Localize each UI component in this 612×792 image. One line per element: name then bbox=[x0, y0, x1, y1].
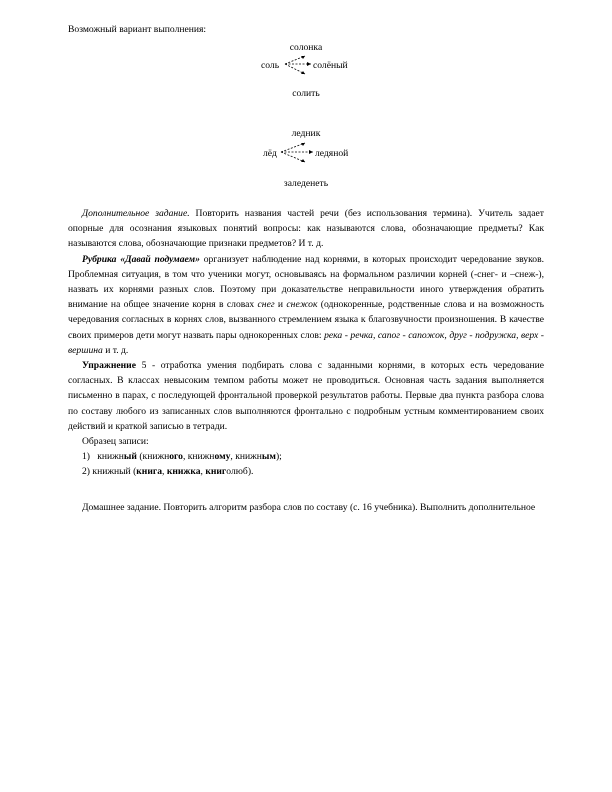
diagram2-arrow-down bbox=[281, 152, 305, 162]
additional-task-lead: Дополнительное задание. bbox=[82, 208, 190, 219]
diagram2-arrow-up bbox=[281, 143, 305, 152]
paragraph-exercise: Упражнение 5 - отработка умения подбирать слова с заданными корнями, в которых есть чередование согласных. В классах невысоким темпом работы может не проводиться. Основная часть задания выполняется письменно в парах, с последующей фронтальной проверкой результатов работы. Первые два пункта разбора слова по составу любого из записанных слов выполняются фронтально с подробным устным комментированием своих действий и краткой записью в тетради. bbox=[68, 360, 544, 432]
diagram1-left-word: соль bbox=[261, 60, 280, 71]
homework-text: Домашнее задание. Повторить алгоритм разбора слов по составу (с. 16 учебника). Выполнить дополнительное bbox=[82, 502, 536, 513]
sample-line-1: 1) книжный (книжного, книжному, книжным); bbox=[82, 451, 282, 463]
sample-line-2: 2) книжный (книга, книжка, книголюб). bbox=[82, 466, 254, 478]
section-heading: Возможный вариант выполнения: bbox=[68, 24, 207, 35]
exercise-lead: Упражнение bbox=[82, 360, 136, 372]
diagram2-right-word: ледяной bbox=[315, 148, 349, 159]
rubric-lead: Рубрика «Давай подумаем» bbox=[82, 253, 200, 265]
sample-label: Образец записи: bbox=[82, 436, 149, 448]
diagram1-right-word: солёный bbox=[313, 60, 348, 71]
paragraph-additional-task: Дополнительное задание. Повторить названия частей речи (без использования термина). Учитель задает опорные для осознания языковых понятий вопросы: как называются слова, обозначающие предметы? Как называются слова, обозначающие признаки предметов? И т. д. bbox=[68, 208, 544, 250]
diagram2-top-word: ледник bbox=[291, 128, 321, 139]
main-text bbox=[68, 206, 544, 480]
diagram1-arrows bbox=[255, 52, 365, 78]
diagram2-bottom-word: заледенеть bbox=[283, 178, 329, 189]
diagram1-top-word: солонка bbox=[289, 42, 323, 53]
diagram2-left-word: лёд bbox=[263, 148, 277, 159]
paragraph-rubric: Рубрика «Давай подумаем» организует наблюдение над корнями, в которых происходит чередование звуков. Проблемная ситуация, в том что ученики могут, основываясь на формальном различии корней (-снег- и –снеж-), назвать их корнями разных слов. Поэтому при доказательстве неправильности иного утверждения обратить внимание на общее значение корня в словах снег и снежок (однокоренные, родственные слова и на возможность чередования согласных в корнях слов, вызванного стремлением языка к благозвучности произношения. В качестве своих примеров дети могут назвать пары однокоренных слов: река - речка, сапог - сапожок, друг - подружка, верх - вершина и т. д. bbox=[68, 253, 544, 356]
diagram2-arrows bbox=[255, 140, 365, 166]
diagram1-bottom-word: солить bbox=[292, 88, 320, 99]
homework bbox=[68, 500, 544, 515]
